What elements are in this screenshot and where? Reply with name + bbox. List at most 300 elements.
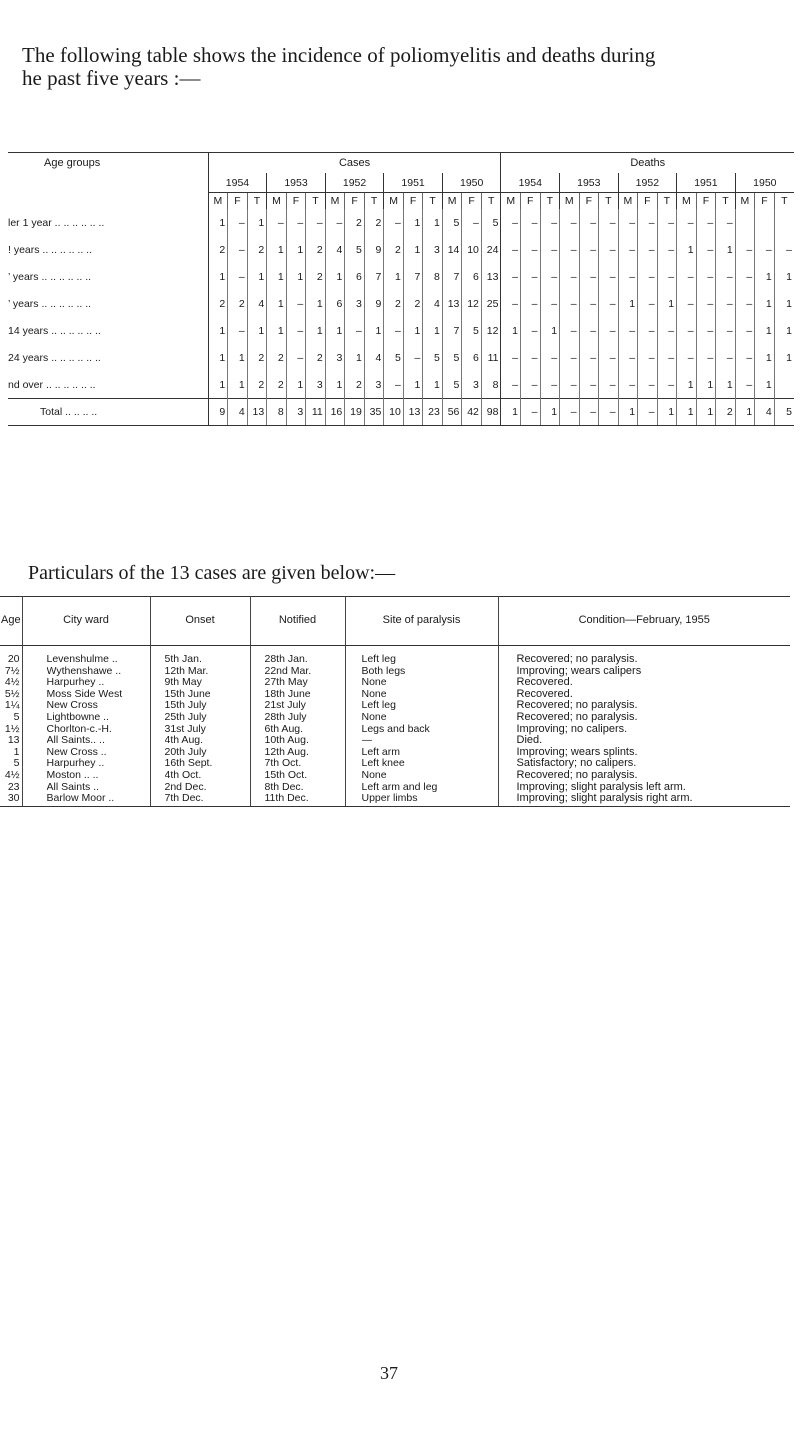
cases-cell: –: [228, 317, 248, 344]
notified-entry: 15th Oct.: [264, 769, 308, 781]
deaths-cell: –: [638, 344, 658, 371]
site-entry: None: [361, 688, 387, 700]
deaths-cell: –: [560, 344, 580, 371]
age-group-label: ! years .. .. .. .. .. ..: [8, 236, 208, 263]
cases-cell: 13: [247, 399, 267, 426]
cases-cell: 42: [462, 399, 482, 426]
deaths-cell: –: [677, 317, 697, 344]
sex-header-f: F: [521, 193, 541, 210]
deaths-cell: –: [521, 263, 541, 290]
deaths-cell: –: [579, 344, 599, 371]
onset-entry: 9th May: [164, 677, 202, 689]
age-entry: 5: [13, 758, 20, 770]
deaths-year-header: 1950: [735, 173, 794, 193]
age-group-label: 14 years .. .. .. .. .. ..: [8, 317, 208, 344]
notified-entry: 21st July: [264, 700, 306, 712]
condition-entry: Recovered; no paralysis.: [516, 711, 638, 723]
age-entry: 4½: [4, 677, 20, 689]
cases-cell: 8: [423, 263, 443, 290]
site-entry: Left arm and leg: [361, 781, 438, 793]
cases-cell: 3: [325, 344, 345, 371]
age-group-row: [8, 290, 794, 317]
ward-entry: All Saints ..: [46, 781, 100, 793]
notified-entry: 28th July: [264, 711, 307, 723]
cases-cell: 8: [267, 399, 287, 426]
deaths-cell: 5: [774, 399, 794, 426]
deaths-cell: –: [579, 263, 599, 290]
condition-cell: [498, 646, 790, 807]
deaths-cell: –: [657, 209, 677, 236]
deaths-cell: –: [696, 209, 716, 236]
cases-cell: 3: [306, 371, 326, 399]
cases-cell: –: [384, 371, 404, 399]
cases-cell: 1: [403, 236, 423, 263]
site-entry: Legs and back: [361, 723, 430, 735]
cases-cell: 1: [384, 263, 404, 290]
condition-entry: Improving; wears calipers: [516, 665, 642, 677]
cases-cell: 2: [267, 371, 287, 399]
cases-year-header: 1951: [384, 173, 443, 193]
cases-cell: 2: [403, 290, 423, 317]
incidence-table: [8, 152, 794, 426]
cases-cell: 5: [462, 317, 482, 344]
cases-cell: –: [403, 344, 423, 371]
onset-entry: 4th Aug.: [164, 735, 204, 747]
site-entry: Left knee: [361, 758, 405, 770]
sex-header-m: M: [267, 193, 287, 210]
onset-entry: 5th Jan.: [164, 654, 202, 665]
deaths-cell: –: [579, 209, 599, 236]
total-row: [8, 399, 794, 426]
cases-cell: –: [384, 209, 404, 236]
cases-cell: 4: [325, 236, 345, 263]
ward-entry: Lightbowne ..: [46, 711, 109, 723]
deaths-cell: –: [735, 236, 755, 263]
cases-year-header: 1952: [325, 173, 384, 193]
deaths-cell: –: [716, 317, 736, 344]
deaths-cell: –: [657, 263, 677, 290]
cases-cell: 1: [423, 209, 443, 236]
deaths-cell: [774, 371, 794, 399]
deaths-cell: 1: [755, 317, 775, 344]
cases-cell: 1: [208, 371, 228, 399]
deaths-cell: –: [560, 317, 580, 344]
city-ward-column-header: City ward: [22, 597, 150, 646]
condition-column-header: Condition—February, 1955: [498, 597, 790, 646]
particulars-heading: Particulars of the 13 cases are given below:—: [28, 562, 396, 584]
deaths-cell: –: [657, 371, 677, 399]
cases-cell: 3: [286, 399, 306, 426]
deaths-cell: [735, 209, 755, 236]
sex-header-m: M: [618, 193, 638, 210]
age-group-label: ’ years .. .. .. .. .. ..: [8, 263, 208, 290]
cases-cell: 2: [247, 344, 267, 371]
deaths-cell: 1: [786, 351, 792, 364]
onset-cell: [150, 646, 250, 807]
deaths-cell: 1: [657, 399, 677, 426]
cases-cell: 13: [442, 290, 462, 317]
cases-cell: 4: [423, 290, 443, 317]
age-entry: 1: [13, 746, 20, 758]
deaths-cell: 1: [677, 236, 697, 263]
deaths-cell: 1: [786, 324, 792, 337]
cases-cell: 1: [228, 371, 248, 399]
condition-entry: Recovered.: [516, 688, 573, 700]
deaths-cell: –: [716, 290, 736, 317]
cases-cell: 1: [306, 317, 326, 344]
onset-entry: 2nd Dec.: [164, 781, 207, 793]
deaths-cell: –: [501, 371, 521, 399]
deaths-cell: –: [618, 317, 638, 344]
cases-cell: 7: [364, 263, 384, 290]
deaths-cell: –: [638, 399, 658, 426]
cases-cell: –: [228, 263, 248, 290]
sex-header-m: M: [501, 193, 521, 210]
cases-cell: 4: [247, 290, 267, 317]
age-column-header: Age: [0, 597, 22, 646]
cases-cell: 1: [325, 371, 345, 399]
cases-cell: 13: [403, 399, 423, 426]
cases-cell: 5: [442, 371, 462, 399]
cases-cell: 98: [481, 399, 501, 426]
ward-entry: Harpurhey ..: [46, 758, 105, 770]
sex-header-t: T: [481, 193, 501, 210]
cases-cell: 23: [423, 399, 443, 426]
age-entry: 4½: [4, 769, 20, 781]
deaths-cell: –: [560, 371, 580, 399]
cases-cell: 1: [228, 344, 248, 371]
onset-entry: 12th Mar.: [164, 665, 209, 677]
sex-header-t: T: [599, 193, 619, 210]
site-entry: Upper limbs: [361, 793, 418, 805]
cases-header: Cases: [208, 153, 501, 174]
onset-column-header: Onset: [150, 597, 250, 646]
sex-header-m: M: [442, 193, 462, 210]
deaths-cell: –: [696, 236, 716, 263]
notified-entry: 22nd Mar.: [264, 665, 312, 677]
cases-cell: 1: [286, 263, 306, 290]
cases-cell: 2: [247, 236, 267, 263]
condition-entry: Improving; slight paralysis right arm.: [516, 793, 693, 805]
deaths-cell: –: [638, 209, 658, 236]
deaths-year-header: 1952: [618, 173, 677, 193]
onset-entry: 31st July: [164, 723, 206, 735]
cases-cell: 56: [442, 399, 462, 426]
total-label: Total .. .. .. ..: [8, 399, 208, 426]
ward-entry: Chorlton-c.-H.: [46, 723, 112, 735]
deaths-cell: –: [657, 344, 677, 371]
ward-entry: All Saints.. ..: [46, 735, 105, 747]
deaths-cell: –: [599, 263, 619, 290]
cases-cell: –: [228, 236, 248, 263]
deaths-cell: –: [735, 371, 755, 399]
deaths-cell: 1: [501, 317, 521, 344]
deaths-cell: –: [501, 263, 521, 290]
page-number: 37: [380, 1363, 398, 1383]
cases-cell: 1: [267, 290, 287, 317]
deaths-cell: –: [540, 236, 560, 263]
cases-cell: 2: [306, 344, 326, 371]
sex-header-t: T: [423, 193, 443, 210]
cases-cell: 1: [286, 236, 306, 263]
deaths-cell: –: [521, 290, 541, 317]
deaths-cell: 1: [501, 399, 521, 426]
notified-entry: 27th May: [264, 677, 308, 689]
deaths-cell: 1: [755, 290, 775, 317]
deaths-cell: –: [579, 317, 599, 344]
cases-cell: 11: [481, 344, 501, 371]
deaths-cell: –: [501, 209, 521, 236]
cases-cell: 11: [306, 399, 326, 426]
deaths-cell: –: [677, 263, 697, 290]
cases-cell: 2: [345, 371, 365, 399]
deaths-cell: –: [735, 263, 755, 290]
cases-cell: 7: [442, 317, 462, 344]
cases-cell: 19: [345, 399, 365, 426]
cases-year-header: 1953: [267, 173, 326, 193]
deaths-cell: –: [657, 236, 677, 263]
deaths-cell: –: [560, 399, 580, 426]
cases-cell: 10: [462, 236, 482, 263]
sex-header-m: M: [384, 193, 404, 210]
deaths-cell: 1: [696, 371, 716, 399]
deaths-cell: [774, 209, 794, 236]
cases-cell: –: [462, 209, 482, 236]
sex-header-f: F: [403, 193, 423, 210]
deaths-cell: –: [521, 399, 541, 426]
cases-cell: –: [325, 209, 345, 236]
cases-cell: 4: [228, 399, 248, 426]
cases-cell: 3: [423, 236, 443, 263]
age-group-label: nd over .. .. .. .. .. ..: [8, 371, 208, 399]
deaths-cell: 1: [716, 236, 736, 263]
sex-header-m: M: [208, 193, 228, 210]
cases-cell: 5: [442, 209, 462, 236]
cases-cell: 2: [364, 209, 384, 236]
age-group-label: ler 1 year .. .. .. .. .. ..: [8, 209, 208, 236]
deaths-cell: –: [618, 344, 638, 371]
cases-cell: 3: [462, 371, 482, 399]
deaths-cell: –: [716, 344, 736, 371]
condition-entry: Recovered; no paralysis.: [516, 769, 638, 781]
deaths-cell: –: [540, 371, 560, 399]
cases-cell: 1: [286, 371, 306, 399]
cases-cell: 6: [325, 290, 345, 317]
deaths-cell: –: [716, 209, 736, 236]
site-entry: Left leg: [361, 654, 396, 665]
age-entry: 1¼: [4, 700, 20, 712]
ward-entry: New Cross ..: [46, 746, 107, 758]
sex-header-t: T: [781, 195, 788, 207]
deaths-cell: –: [786, 243, 792, 256]
deaths-cell: –: [521, 344, 541, 371]
deaths-cell: –: [560, 236, 580, 263]
deaths-cell: –: [696, 344, 716, 371]
deaths-cell: 1: [755, 344, 775, 371]
cases-cell: 9: [364, 236, 384, 263]
cases-cell: –: [228, 209, 248, 236]
cases-cell: –: [286, 290, 306, 317]
notified-entry: 11th Dec.: [264, 793, 309, 805]
cases-cell: 12: [462, 290, 482, 317]
sex-header-t: T: [364, 193, 384, 210]
deaths-cell: 1: [618, 290, 638, 317]
age-entry: 20: [7, 654, 20, 665]
deaths-cell: –: [599, 344, 619, 371]
deaths-cell: –: [521, 236, 541, 263]
cases-cell: 13: [481, 263, 501, 290]
cases-cell: 1: [247, 263, 267, 290]
age-group-row: [8, 236, 794, 263]
cases-cell: 1: [267, 317, 287, 344]
cases-cell: 1: [423, 317, 443, 344]
deaths-cell: –: [540, 344, 560, 371]
deaths-cell: –: [599, 317, 619, 344]
deaths-cell: –: [638, 263, 658, 290]
deaths-cell: –: [638, 317, 658, 344]
deaths-cell: 1: [735, 399, 755, 426]
site-entry: Left leg: [361, 700, 396, 712]
cases-cell: 10: [384, 399, 404, 426]
deaths-year-header: 1951: [677, 173, 736, 193]
sex-header-t: T: [540, 193, 560, 210]
cases-year-header: 1954: [208, 173, 267, 193]
deaths-cell: –: [560, 263, 580, 290]
deaths-cell: –: [599, 371, 619, 399]
deaths-cell: –: [638, 236, 658, 263]
sex-header-f: F: [228, 193, 248, 210]
cases-cell: 16: [325, 399, 345, 426]
intro-paragraph: [22, 44, 782, 90]
deaths-cell: –: [599, 399, 619, 426]
condition-entry: Improving; no calipers.: [516, 723, 628, 735]
cases-cell: 6: [345, 263, 365, 290]
cases-cell: 1: [325, 263, 345, 290]
cases-cell: 2: [208, 236, 228, 263]
cases-cell: –: [306, 209, 326, 236]
cases-cell: 6: [462, 344, 482, 371]
sex-header-f: F: [286, 193, 306, 210]
age-entry: 30: [7, 793, 20, 805]
cases-cell: 6: [462, 263, 482, 290]
particulars-table: [0, 596, 790, 807]
cases-cell: –: [286, 209, 306, 236]
cases-cell: 2: [306, 263, 326, 290]
cases-cell: –: [286, 344, 306, 371]
sex-header-f: F: [462, 193, 482, 210]
deaths-cell: –: [560, 209, 580, 236]
cases-cell: 1: [208, 317, 228, 344]
sex-header-t: T: [247, 193, 267, 210]
site-column-header: Site of paralysis: [345, 597, 498, 646]
age-group-row: [8, 209, 794, 236]
condition-entry: Died.: [516, 735, 543, 747]
intro-line-1: The following table shows the incidence of poliomyelitis and deaths during: [22, 43, 656, 67]
deaths-cell: –: [540, 263, 560, 290]
condition-entry: Recovered; no paralysis.: [516, 654, 638, 665]
cases-cell: 1: [403, 371, 423, 399]
condition-entry: Recovered; no paralysis.: [516, 700, 638, 712]
deaths-cell: 1: [786, 297, 792, 310]
age-entry: 5½: [4, 688, 20, 700]
cases-cell: 14: [442, 236, 462, 263]
deaths-cell: –: [599, 209, 619, 236]
cases-cell: 9: [208, 399, 228, 426]
deaths-cell: –: [677, 290, 697, 317]
notified-cell: [250, 646, 345, 807]
cases-cell: 2: [384, 236, 404, 263]
age-groups-header: Age groups: [8, 153, 208, 210]
cases-cell: 1: [403, 209, 423, 236]
deaths-cell: –: [501, 344, 521, 371]
onset-entry: 15th June: [164, 688, 211, 700]
notified-entry: 6th Aug.: [264, 723, 304, 735]
ward-entry: Barlow Moor ..: [46, 793, 115, 805]
age-entry: 7½: [4, 665, 20, 677]
deaths-cell: –: [618, 371, 638, 399]
cases-cell: 4: [364, 344, 384, 371]
deaths-cell: 1: [677, 399, 697, 426]
cases-cell: 9: [364, 290, 384, 317]
cases-cell: 1: [208, 263, 228, 290]
cases-cell: 1: [247, 317, 267, 344]
age-group-label: 24 years .. .. .. .. .. ..: [8, 344, 208, 371]
cases-cell: 1: [345, 344, 365, 371]
deaths-cell: 1: [716, 371, 736, 399]
sex-header-f: F: [696, 193, 716, 210]
notified-entry: 12th Aug.: [264, 746, 309, 758]
cases-cell: 1: [403, 317, 423, 344]
deaths-cell: 1: [540, 317, 560, 344]
deaths-cell: –: [638, 371, 658, 399]
sex-header-f: F: [579, 193, 599, 210]
onset-entry: 20th July: [164, 746, 207, 758]
deaths-cell: 1: [540, 399, 560, 426]
age-entry: 23: [7, 781, 20, 793]
condition-entry: Recovered.: [516, 677, 573, 689]
deaths-cell: –: [696, 290, 716, 317]
age-group-row: [8, 317, 794, 344]
ward-entry: Moss Side West: [46, 688, 123, 700]
deaths-cell: –: [540, 290, 560, 317]
deaths-cell: –: [579, 371, 599, 399]
intro-line-2: he past five years :—: [22, 66, 201, 90]
cases-cell: 5: [481, 209, 501, 236]
deaths-cell: –: [696, 263, 716, 290]
age-entry: 1½: [4, 723, 20, 735]
sex-header-t: T: [716, 193, 736, 210]
notified-entry: 18th June: [264, 688, 311, 700]
cases-cell: 2: [247, 371, 267, 399]
deaths-cell: 1: [696, 399, 716, 426]
sex-header-f: F: [638, 193, 658, 210]
deaths-year-header: 1954: [501, 173, 560, 193]
age-group-row: [8, 344, 794, 371]
cases-cell: 8: [481, 371, 501, 399]
deaths-cell: 1: [786, 270, 792, 283]
deaths-cell: 1: [657, 290, 677, 317]
site-entry: Left arm: [361, 746, 401, 758]
cases-cell: 7: [403, 263, 423, 290]
deaths-cell: –: [521, 317, 541, 344]
cases-cell: 1: [208, 209, 228, 236]
deaths-cell: –: [735, 344, 755, 371]
cases-cell: 2: [306, 236, 326, 263]
cases-cell: 1: [267, 236, 287, 263]
onset-entry: 4th Oct.: [164, 769, 202, 781]
notified-column-header: Notified: [250, 597, 345, 646]
cases-cell: –: [384, 317, 404, 344]
